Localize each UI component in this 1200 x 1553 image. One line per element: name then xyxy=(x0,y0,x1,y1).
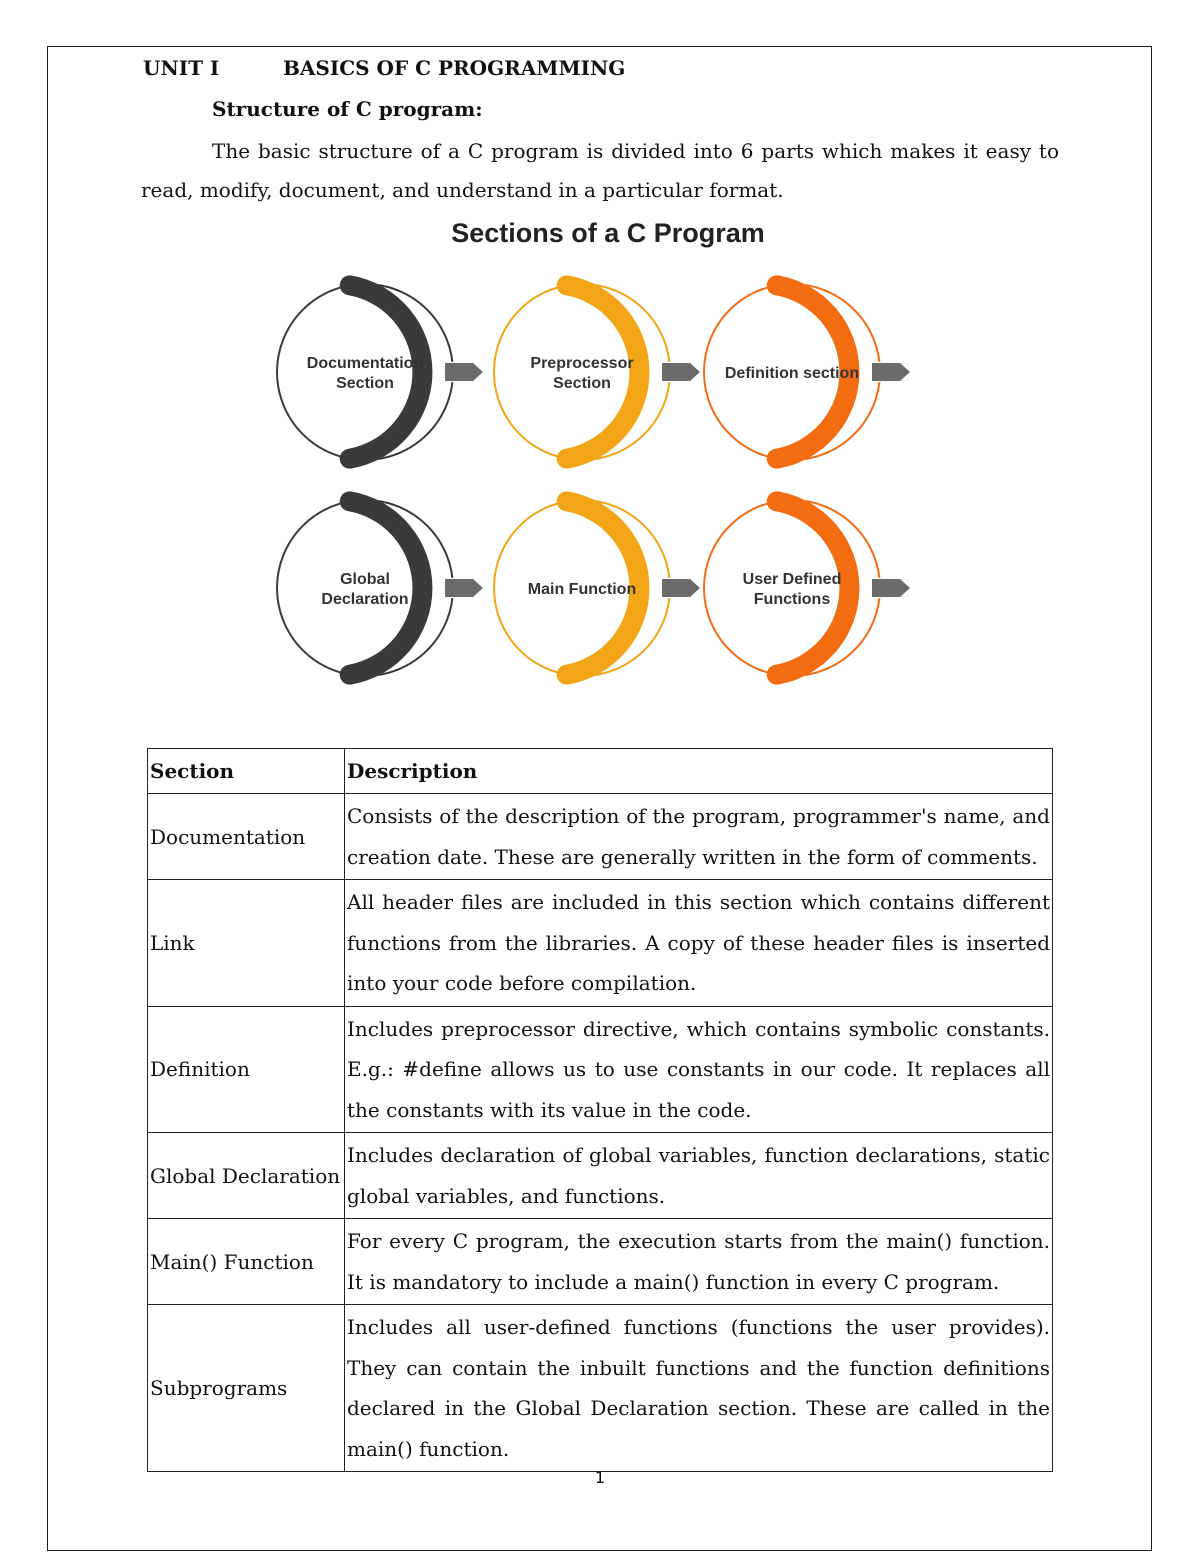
table-row xyxy=(148,1133,1053,1219)
diagram-title: Sections of a C Program xyxy=(451,218,765,248)
row-description: Includes preprocessor directive, which contains symbolic constants. E.g.: #define allows us to use constants in our code. It replaces all the constants with its value in the code. xyxy=(345,1006,1053,1133)
circle-crescent xyxy=(567,285,640,458)
table-row xyxy=(148,880,1053,1007)
arrow-icon xyxy=(662,579,700,597)
arrow-icon xyxy=(872,579,910,597)
circle-crescent xyxy=(350,501,423,674)
unit-title: BASICS OF C PROGRAMMING xyxy=(283,56,626,80)
row-section: Main() Function xyxy=(148,1219,345,1305)
section-circle xyxy=(277,284,483,460)
circle-crescent xyxy=(350,285,423,458)
sections-table xyxy=(147,748,1053,1472)
arrow-icon xyxy=(445,363,483,381)
circle-label-line1: Documentation xyxy=(306,355,424,372)
table-header-row xyxy=(148,749,1053,794)
header-section: Section xyxy=(148,749,345,794)
intro-paragraph: The basic structure of a C program is divided into 6 parts which makes it easy to read, modify, document, and understand in a particular format. xyxy=(141,139,1059,202)
circle-label-line1: Preprocessor xyxy=(530,355,634,372)
circle-label-line2: Functions xyxy=(753,591,831,608)
row-description: For every C program, the execution starts from the main() function. It is mandatory to include a main() function in every C program. xyxy=(345,1219,1053,1305)
unit-header xyxy=(143,56,626,80)
row-description: Includes declaration of global variables, function declarations, static global variables, and functions. xyxy=(345,1133,1053,1219)
circle-label-line1: Definition section xyxy=(724,365,860,382)
row-section: Definition xyxy=(148,1006,345,1133)
section-heading: Structure of C program: xyxy=(212,97,483,121)
arrow-icon xyxy=(662,363,700,381)
diagram-circles xyxy=(277,284,910,676)
table-row xyxy=(148,1219,1053,1305)
row-section: Subprograms xyxy=(148,1305,345,1472)
circle-label-line1: Main Function xyxy=(527,581,637,598)
page-number: 1 xyxy=(594,1468,606,1487)
circle-label-line2: Section xyxy=(553,375,611,392)
section-circle xyxy=(277,500,483,676)
arrow-icon xyxy=(445,579,483,597)
section-circle xyxy=(704,284,910,460)
circle-label-line1: Global xyxy=(340,571,390,588)
section-circle xyxy=(494,500,700,676)
circle-label-line2: Declaration xyxy=(321,591,409,608)
row-section: Link xyxy=(148,880,345,1007)
circle-label-line1: User Defined xyxy=(742,571,842,588)
row-description: Includes all user-defined functions (functions the user provides). They can contain the inbuilt functions and the function definitions declared in the Global Declaration section. These are called in the main() function. xyxy=(345,1305,1053,1472)
section-circle xyxy=(494,284,700,460)
circle-label-line2: Section xyxy=(336,375,394,392)
table-row xyxy=(148,1006,1053,1133)
table-row xyxy=(148,1305,1053,1472)
row-description: All header files are included in this section which contains different functions from the libraries. A copy of these header files is inserted into your code before compilation. xyxy=(345,880,1053,1007)
circle-crescent xyxy=(777,501,850,674)
table-row xyxy=(148,794,1053,880)
unit-label: UNIT I xyxy=(143,56,220,80)
row-section: Global Declaration xyxy=(148,1133,345,1219)
section-circle xyxy=(704,500,910,676)
row-description: Consists of the description of the program, programmer's name, and creation date. These are generally written in the form of comments. xyxy=(345,794,1053,880)
arrow-icon xyxy=(872,363,910,381)
header-description: Description xyxy=(345,749,1053,794)
row-section: Documentation xyxy=(148,794,345,880)
sections-diagram xyxy=(270,210,930,700)
